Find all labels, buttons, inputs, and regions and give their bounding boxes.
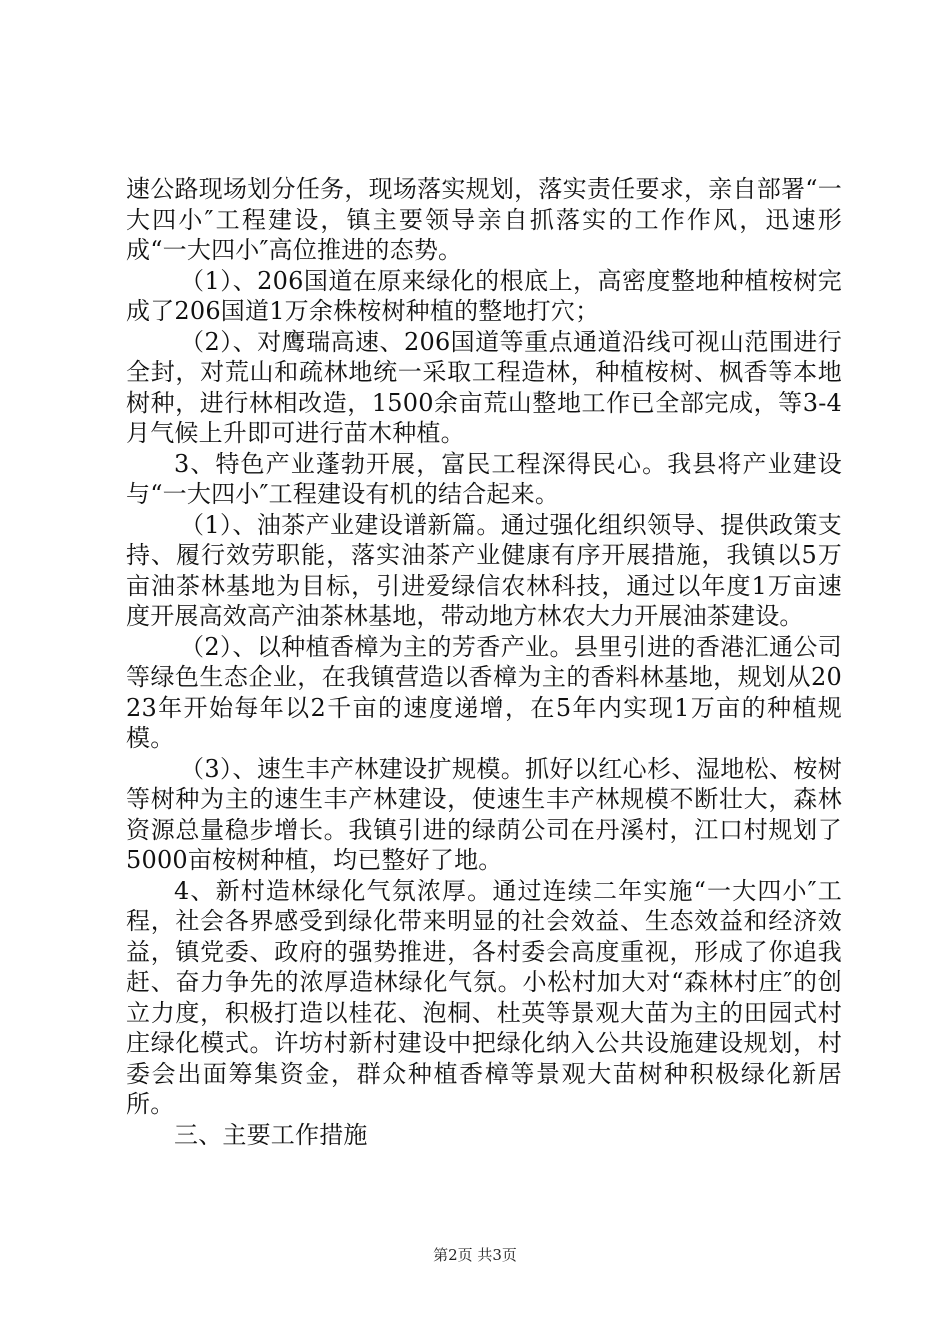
document-body: [126, 174, 842, 1150]
paragraph-section-4-village: 4、新村造林绿化气氛浓厚。通过连续二年实施“一大四小″工程，社会各界感受到绿化带来明显的社会效益、生态效益和经济效益，镇党委、政府的强势推进，各村委会高度重视，形成了你追我赶、奋力争先的浓厚造林绿化气氛。小松村加大对“森林村庄″的创立力度，积极打造以桂花、泡桐、杜英等景观大苗为主的田园式村庄绿化模式。许坊村新村建设中把绿化纳入公共设施建设规划，村委会出面筹集资金，群众种植香樟等景观大苗树种积极绿化新居所。: [126, 876, 842, 1118]
paragraph-item-2-corridor: （2）、对鹰瑞高速、206国道等重点通道沿线可视山范围进行全封，对荒山和疏林地统一采取工程造林，种植桉树、枫香等本地树种，进行林相改造，1500余亩荒山整地工作已全部完成，等3-4月气候上升即可进行苗木种植。: [126, 327, 842, 447]
paragraph-item-3-fast-growing: （3）、速生丰产林建设扩规模。抓好以红心杉、湿地松、桉树等树种为主的速生丰产林建设，使速生丰产林规模不断壮大，森林资源总量稳步增长。我镇引进的绿荫公司在丹溪村，江口村规划了5000亩桉树种植，均已整好了地。: [126, 754, 842, 874]
paragraph-section-3-industry: 3、特色产业蓬勃开展，富民工程深得民心。我县将产业建设与“一大四小″工程建设有机的结合起来。: [126, 449, 842, 508]
paragraph-item-2-camphor: （2）、以种植香樟为主的芳香产业。县里引进的香港汇通公司等绿色生态企业，在我镇营造以香樟为主的香料林基地，规划从2023年开始每年以2千亩的速度递增，在5年内实现1万亩的种植规模。: [126, 632, 842, 752]
section-heading-3-measures: 三、主要工作措施: [174, 1120, 368, 1149]
page-footer: [0, 1244, 950, 1265]
paragraph-continuation: 速公路现场划分任务，现场落实规划，落实责任要求，亲自部署“一大四小″工程建设，镇主要领导亲自抓落实的工作作风，迅速形成“一大四小″高位推进的态势。: [126, 175, 842, 264]
page-number: 第2页 共3页: [433, 1246, 517, 1264]
paragraph-item-1-oil-tea: （1）、油茶产业建设谱新篇。通过强化组织领导、提供政策支持、履行效劳职能，落实油茶产业健康有序开展措施，我镇以5万亩油茶林基地为目标，引进爱绿信农林科技，通过以年度1万亩速度开展高效高产油茶林基地，带动地方林农大力开展油茶建设。: [126, 510, 842, 630]
paragraph-item-1-route-206: （1）、206国道在原来绿化的根底上，高密度整地种植桉树完成了206国道1万余株桉树种植的整地打穴；: [126, 266, 842, 325]
